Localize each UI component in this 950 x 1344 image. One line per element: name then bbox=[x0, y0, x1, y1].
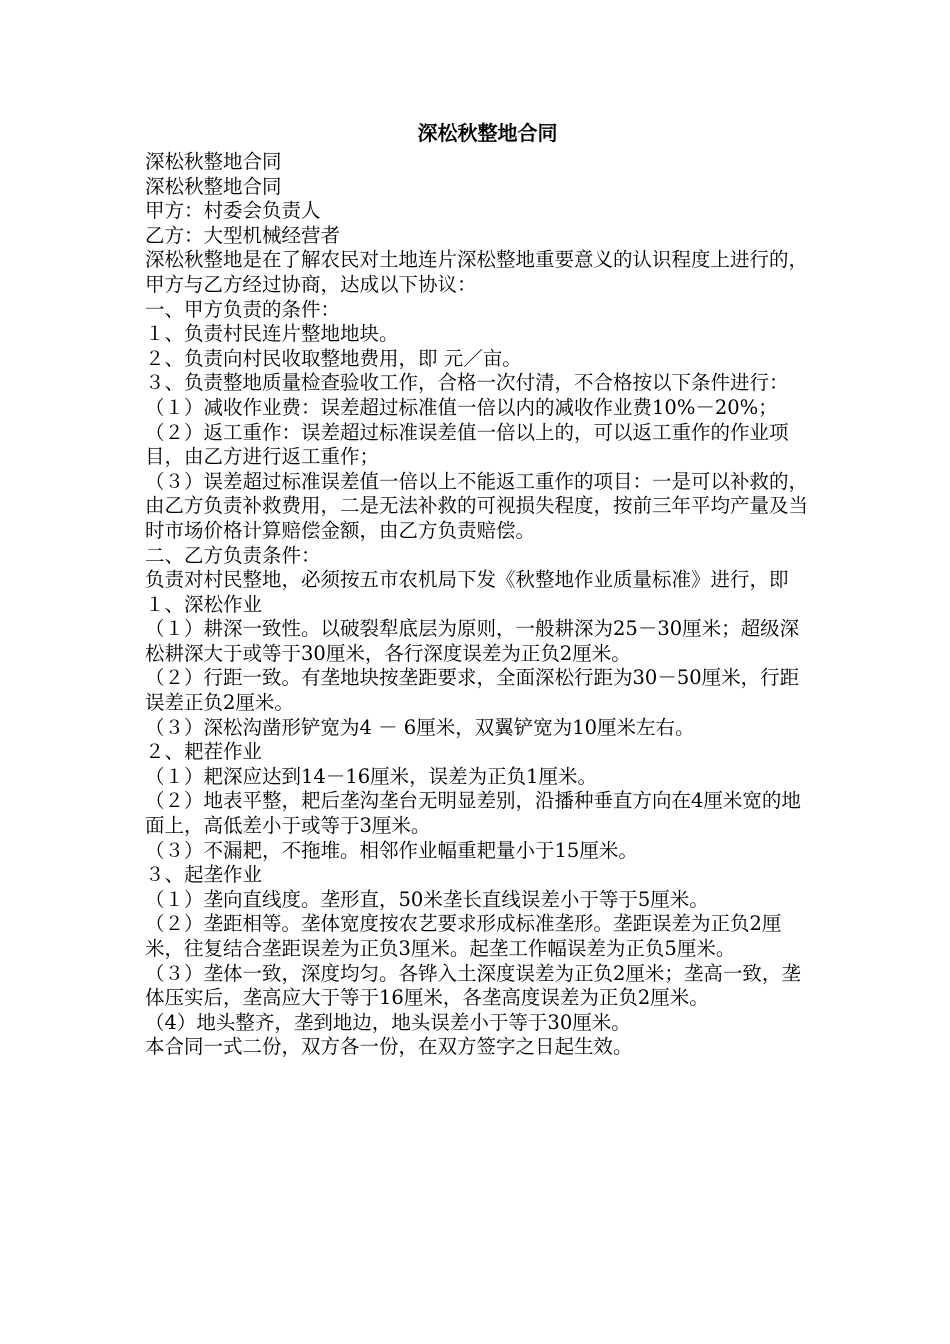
paragraph: （３）误差超过标准误差值一倍以上不能返工重作的项目：一是可以补救的，由乙方负责补救费用，二是无法补救的可视损失程度，按前三年平均产量及当时市场价格计算赔偿金额，由乙方负责赔偿。 bbox=[145, 469, 809, 542]
paragraph: （２）垄距相等。垄体宽度按农艺要求形成标准垄形。垄距误差为正负2厘米，往复结合垄距误差为正负3厘米。起垄工作幅误差为正负5厘米。 bbox=[145, 912, 782, 960]
paragraph: （１）耙深应达到14－16厘米，误差为正负1厘米。 bbox=[145, 764, 598, 788]
paragraph: （２）返工重作：误差超过标准误差值一倍以上的，可以返工重作的作业项目，由乙方进行返工重作； bbox=[145, 420, 789, 469]
paragraph: （３）垄体一致，深度均匀。各铧入土深度误差为正负2厘米；垄高一致，垄体压实后，垄高应大于等于16厘米，各垄高度误差为正负2厘米。 bbox=[145, 961, 801, 1010]
paragraph: ３、负责整地质量检查验收工作，合格一次付清，不合格按以下条件进行： bbox=[145, 371, 789, 395]
paragraph: ２、负责向村民收取整地费用，即 元／亩。 bbox=[145, 346, 522, 370]
paragraph: （１）耕深一致性。以破裂犁底层为原则，一般耕深为25－30厘米；超级深松耕深大于或等于30厘米，各行深度误差为正负2厘米。 bbox=[145, 617, 800, 665]
paragraph: （１）减收作业费：误差超过标准值一倍以内的减收作业费10%－20%； bbox=[145, 395, 778, 419]
document-body bbox=[145, 150, 810, 1060]
paragraph: （１）垄向直线度。垄形直，50米垄长直线误差小于等于5厘米。 bbox=[145, 887, 709, 911]
section-heading: 一、甲方负责的条件： bbox=[145, 297, 341, 321]
paragraph: １、负责村民连片整地地块。 bbox=[145, 322, 399, 346]
section-heading: 二、乙方负责条件： bbox=[145, 543, 321, 567]
party-a-line: 甲方：村委会负责人 bbox=[145, 199, 321, 223]
paragraph: 深松秋整地是在了解农民对土地连片深松整地重要意义的认识程度上进行的，甲方与乙方经过协商，达成以下协议： bbox=[145, 248, 809, 296]
subsection-heading: １、深松作业 bbox=[145, 592, 263, 616]
paragraph: 负责对村民整地，必须按五市农机局下发《秋整地作业质量标准》进行，即 bbox=[145, 568, 789, 592]
paragraph: 深松秋整地合同 bbox=[145, 150, 282, 173]
paragraph: 深松秋整地合同 bbox=[145, 174, 282, 198]
paragraph: （２）地表平整，耙后垄沟垄台无明显差别，沿播种垂直方向在4厘米宽的地面上，高低差小于或等于3厘米。 bbox=[145, 789, 801, 838]
closing-paragraph: 本合同一式二份，双方各一份，在双方签字之日起生效。 bbox=[145, 1035, 633, 1059]
document-page bbox=[145, 118, 810, 1060]
subsection-heading: ２、耙茬作业 bbox=[145, 740, 263, 764]
paragraph: （4）地头整齐，垄到地边，地头误差小于等于30厘米。 bbox=[145, 1010, 631, 1034]
party-b-line: 乙方：大型机械经营者 bbox=[145, 223, 341, 247]
subsection-heading: ３、起垄作业 bbox=[145, 863, 263, 887]
paragraph: （３）深松沟凿形铲宽为4 － 6厘米，双翼铲宽为10厘米左右。 bbox=[145, 715, 695, 739]
paragraph: （２）行距一致。有垄地块按垄距要求，全面深松行距为30－50厘米，行距误差正负2厘米。 bbox=[145, 666, 800, 715]
document-title: 深松秋整地合同 bbox=[417, 121, 558, 145]
paragraph: （３）不漏耙，不拖堆。相邻作业幅重耙量小于15厘米。 bbox=[145, 838, 638, 862]
